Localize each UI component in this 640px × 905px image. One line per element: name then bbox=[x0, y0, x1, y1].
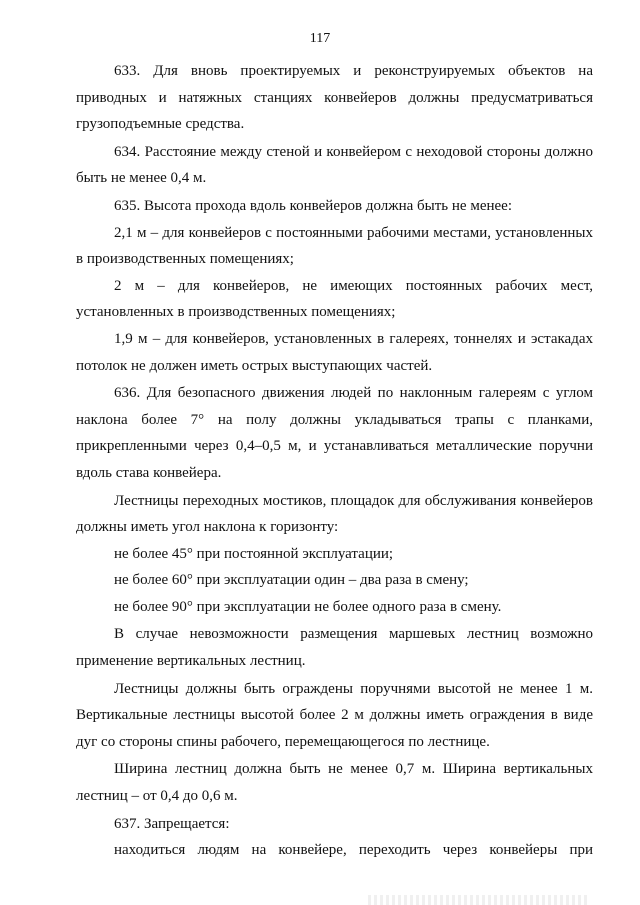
list-item-angle-45: не более 45° при постоянной эксплуатации; bbox=[114, 545, 394, 562]
list-item-height-2-1: 2,1 м – для конвейеров с постоянными рабочими местами, установленных в производственных помещениях; bbox=[76, 224, 593, 268]
page-number: 117 bbox=[309, 31, 331, 46]
list-item-height-1-9: 1,9 м – для конвейеров, установленных в галереях, тоннелях и эстакадах потолок не должен иметь острых выступающих частей. bbox=[76, 330, 593, 374]
list-item-height-2: 2 м – для конвейеров, не имеющих постоянных рабочих мест, установленных в производственных помещениях; bbox=[76, 277, 593, 321]
list-item-prohibited-1: находиться людям на конвейере, переходить через конвейеры при bbox=[114, 842, 593, 859]
list-item-angle-60: не более 60° при эксплуатации один – два раза в смену; bbox=[114, 572, 469, 589]
paragraph-ladders-angle: Лестницы переходных мостиков, площадок для обслуживания конвейеров должны иметь угол наклона к горизонту: bbox=[76, 492, 593, 536]
document-body bbox=[76, 58, 593, 864]
list-item-angle-90: не более 90° при эксплуатации не более одного раза в смену. bbox=[114, 598, 502, 615]
paragraph-ladder-railings: Лестницы должны быть ограждены поручнями высотой не менее 1 м. Вертикальные лестницы высотой более 2 м должны иметь ограждения в виде дуг со стороны спины рабочего, перемещающегося по лестнице. bbox=[76, 680, 593, 750]
paragraph-635: 635. Высота прохода вдоль конвейеров должна быть не менее: bbox=[114, 197, 512, 214]
paragraph-634: 634. Расстояние между стеной и конвейером с неходовой стороны должно быть не менее 0,4 м. bbox=[76, 143, 593, 187]
paragraph-637: 637. Запрещается: bbox=[114, 815, 230, 832]
paragraph-vertical-ladders: В случае невозможности размещения маршевых лестниц возможно применение вертикальных лестниц. bbox=[76, 626, 593, 670]
scan-artifact bbox=[368, 895, 588, 905]
paragraph-633: 633. Для вновь проектируемых и реконструируемых объектов на приводных и натяжных станциях конвейеров должны предусматриваться грузоподъемные средства. bbox=[76, 63, 593, 133]
paragraph-636: 636. Для безопасного движения людей по наклонным галереям с углом наклона более 7° на полу должны укладываться трапы с планками, прикрепленными через 0,4–0,5 м, и устанавливаться металлические поручни вдоль става конвейера. bbox=[76, 385, 593, 481]
paragraph-ladder-width: Ширина лестниц должна быть не менее 0,7 м. Ширина вертикальных лестниц – от 0,4 до 0,6 м. bbox=[76, 761, 593, 805]
